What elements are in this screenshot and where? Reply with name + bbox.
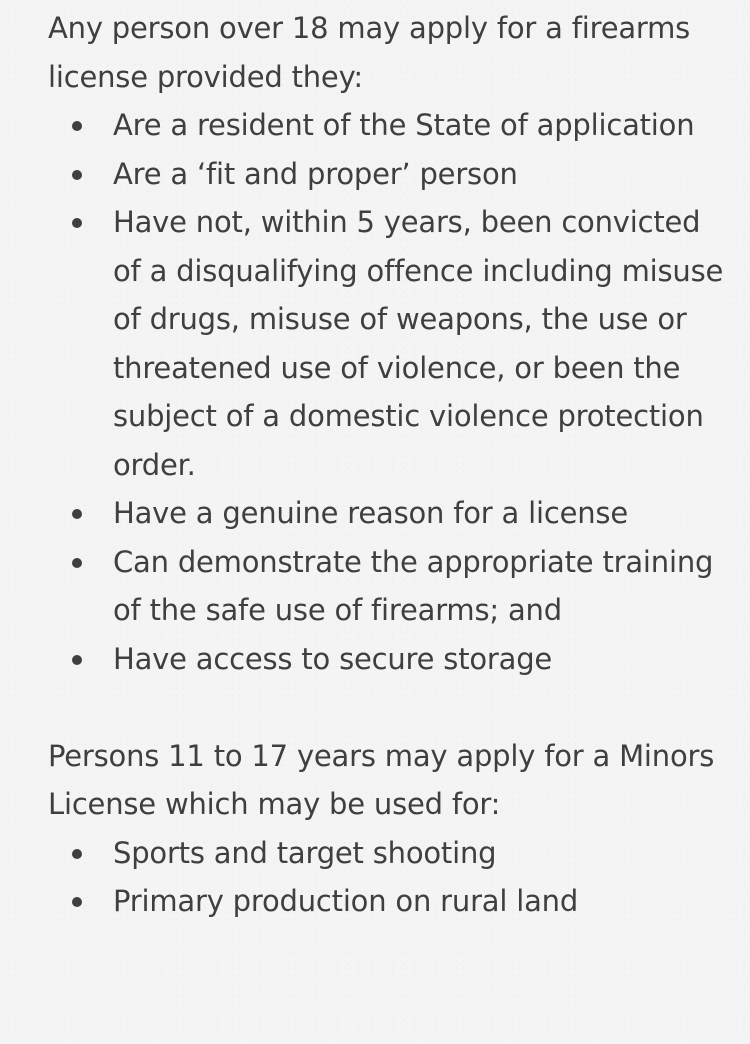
list-item xyxy=(48,101,730,150)
bullet-icon xyxy=(72,655,82,665)
adult-license-intro: Any person over 18 may apply for a firearms license provided they: xyxy=(48,11,691,94)
list-item xyxy=(48,877,730,926)
bullet-icon xyxy=(72,509,82,519)
section-gap xyxy=(48,683,730,732)
bullet-icon xyxy=(72,218,82,228)
adult-requirements-list xyxy=(48,101,730,683)
bullet-icon xyxy=(72,897,82,907)
list-item-text: Are a resident of the State of application xyxy=(113,108,695,142)
minors-license-intro: Persons 11 to 17 years may apply for a Minors License which may be used for: xyxy=(48,738,715,821)
minors-uses-list xyxy=(48,829,730,926)
bullet-icon xyxy=(72,849,82,859)
list-item xyxy=(48,198,730,489)
list-item-text: Have not, within 5 years, been convicted of a disqualifying offence including misuse of drugs, misuse of weapons, the use or threatened use of violence, or been the subject of a domestic violence protection order. xyxy=(113,205,724,482)
list-item-text: Have access to secure storage xyxy=(113,641,553,676)
bullet-icon xyxy=(72,121,82,131)
list-item xyxy=(48,150,730,199)
list-item-text: Have a genuine reason for a license xyxy=(113,496,628,530)
list-item xyxy=(48,635,730,684)
list-item-text: Sports and target shooting xyxy=(113,835,497,870)
bullet-icon xyxy=(72,170,82,180)
list-item xyxy=(48,489,730,538)
list-item xyxy=(48,538,730,635)
bullet-icon xyxy=(72,558,82,568)
list-item-text: Can demonstrate the appropriate training of the safe use of firearms; and xyxy=(113,544,714,627)
list-item-text: Primary production on rural land xyxy=(113,884,579,918)
list-item-text: Are a ‘fit and proper’ person xyxy=(113,156,518,191)
list-item xyxy=(48,829,730,878)
